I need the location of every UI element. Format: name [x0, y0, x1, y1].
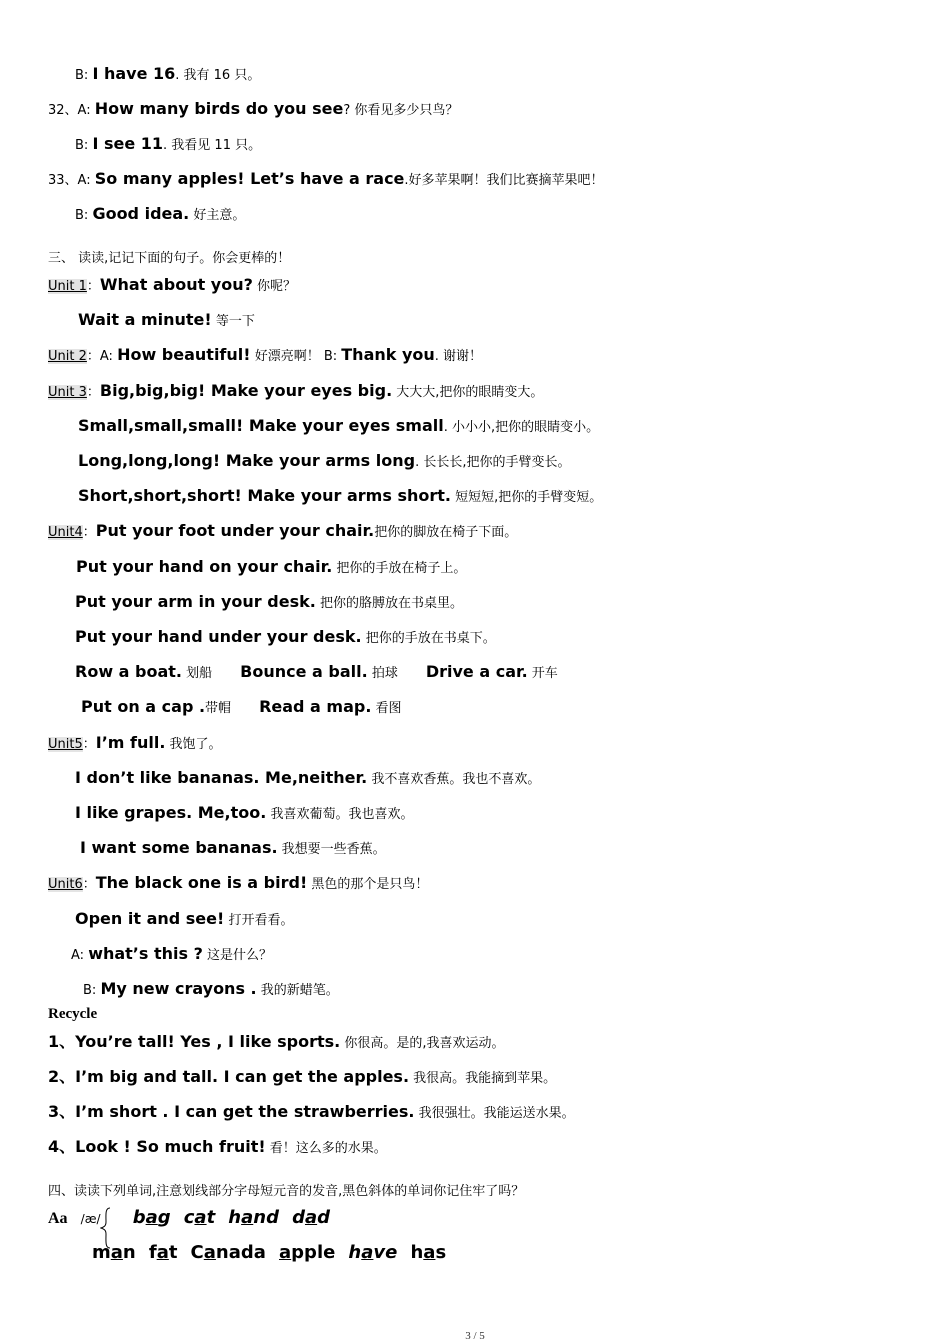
speaker-prefix: 33、A:: [48, 173, 95, 188]
english-sentence: I have 16: [92, 64, 176, 83]
section3-heading: 三、 读读,记记下面的句子。你会更棒的！: [48, 251, 291, 266]
unit-label: Unit6: [48, 877, 83, 892]
word-fat: fat: [148, 1242, 178, 1263]
english-sentence: 4、Look ! So much fruit!: [48, 1137, 266, 1156]
chinese-translation: 打开看看。: [224, 913, 294, 928]
chinese-translation: 把你的脚放在椅子下面。: [374, 525, 518, 540]
unit2-line: [48, 347, 482, 363]
unit6-line-3: [71, 946, 272, 962]
chinese-translation: .好多苹果啊！我们比赛摘苹果吧！: [404, 173, 604, 188]
unit1-line: [48, 277, 296, 293]
speaker-prefix: B:: [83, 983, 101, 998]
dialog-line-5: [75, 206, 245, 222]
chinese-translation: ? 你看见多少只鸟？: [343, 103, 459, 118]
unit4-line-4: [75, 629, 496, 645]
english-sentence: Read a map.: [259, 697, 372, 716]
english-sentence: Row a boat.: [75, 662, 182, 681]
english-sentence: My new crayons .: [100, 979, 257, 998]
unit6-line-2: [75, 911, 293, 927]
unit5-line-2: [75, 770, 540, 786]
english-sentence: Put your hand on your chair.: [76, 557, 333, 576]
word-dad: dad: [292, 1207, 330, 1228]
english-sentence: Drive a car.: [425, 662, 528, 681]
chinese-translation: 你很高。是的,我喜欢运动。: [340, 1036, 505, 1051]
english-sentence: I want some bananas.: [80, 838, 278, 857]
english-sentence: Open it and see!: [75, 909, 225, 928]
dialog-line-3: [75, 136, 261, 152]
chinese-translation: 大大大,把你的眼睛变大。: [392, 385, 544, 400]
word-cat: cat: [183, 1207, 216, 1228]
unit4-line-2: [76, 559, 466, 575]
english-sentence: Thank you: [341, 345, 435, 364]
english-sentence: 2、I’m big and tall. I can get the apples.: [48, 1067, 410, 1086]
english-sentence: Small,small,small! Make your eyes small: [78, 416, 444, 435]
chinese-translation: 你呢？: [252, 279, 297, 294]
chinese-translation: 好漂亮啊！: [250, 349, 324, 364]
unit5-line-4: [80, 840, 386, 856]
chinese-translation: 我想要一些香蕉。: [277, 842, 386, 857]
speaker-prefix: B:: [323, 349, 342, 364]
word-man: man: [92, 1242, 136, 1263]
unit3-line: [48, 383, 543, 399]
english-sentence: Put on a cap .: [81, 697, 206, 716]
speaker-prefix: B:: [75, 68, 93, 83]
chinese-translation: 我很强壮。我能运送水果。: [414, 1106, 575, 1121]
english-sentence: what’s this ?: [88, 944, 203, 963]
chinese-translation: . 谢谢！: [434, 349, 483, 364]
english-sentence: How many birds do you see: [94, 99, 344, 118]
chinese-translation: 黑色的那个是只鸟！: [307, 877, 429, 892]
separator: ：: [86, 385, 100, 400]
english-sentence: Wait a minute!: [78, 310, 212, 329]
unit-label: Unit 3: [48, 385, 87, 400]
chinese-translation: 把你的手放在书桌下。: [361, 631, 496, 646]
unit-label: Unit5: [48, 737, 83, 752]
english-sentence: 3、I’m short . I can get the strawberries.: [48, 1102, 415, 1121]
chinese-translation: 把你的胳膊放在书桌里。: [315, 596, 463, 611]
english-sentence: The black one is a bird!: [95, 873, 308, 892]
chinese-translation: 短短短,把你的手臂变短。: [450, 490, 603, 505]
unit-label: Unit4: [48, 525, 83, 540]
english-sentence: Put your foot under your chair.: [95, 521, 375, 540]
speaker-prefix: A:: [71, 948, 89, 963]
english-sentence: 1、You’re tall! Yes , I like sports.: [48, 1032, 341, 1051]
english-sentence: Big,big,big! Make your eyes big.: [99, 381, 393, 400]
unit6-line: [48, 875, 428, 891]
english-sentence: Short,short,short! Make your arms short.: [78, 486, 451, 505]
english-sentence: Put your hand under your desk.: [75, 627, 362, 646]
recycle-item-1: [48, 1034, 505, 1050]
word-canada: Canada: [190, 1242, 266, 1263]
unit4-actions-row-2: [81, 699, 402, 715]
unit3-line-4: [78, 488, 602, 504]
unit5-line-3: [75, 805, 413, 821]
unit-label: Unit 2: [48, 349, 87, 364]
english-sentence: What about you?: [99, 275, 253, 294]
speaker-prefix: B:: [75, 138, 93, 153]
chinese-translation: 把你的手放在椅子上。: [332, 561, 467, 576]
english-sentence: I like grapes. Me,too.: [75, 803, 267, 822]
recycle-heading: Recycle: [48, 1006, 98, 1022]
chinese-translation: 好主意。: [189, 208, 246, 223]
separator: ：: [82, 525, 96, 540]
separator: ：A:: [86, 349, 118, 364]
english-sentence: Long,long,long! Make your arms long: [78, 451, 416, 470]
unit6-line-4: [83, 981, 339, 997]
english-sentence: Good idea.: [92, 204, 190, 223]
english-sentence: Put your arm in your desk.: [75, 592, 316, 611]
dialog-line-2: [48, 101, 458, 117]
chinese-translation: 我很高。我能摘到苹果。: [409, 1071, 557, 1086]
unit-label: Unit 1: [48, 279, 87, 294]
chinese-translation: 我喜欢葡萄。我也喜欢。: [266, 807, 414, 822]
chinese-translation: 我饱了。: [165, 737, 222, 752]
separator: ：: [82, 877, 96, 892]
chinese-translation: . 长长长,把你的手臂变长。: [415, 455, 571, 470]
recycle-item-4: [48, 1139, 387, 1155]
chinese-translation: 拍球: [367, 666, 398, 681]
speaker-prefix: B:: [75, 208, 93, 223]
word-hand: hand: [228, 1207, 279, 1228]
unit3-line-3: [78, 453, 571, 469]
chinese-translation: 开车: [527, 666, 558, 681]
letter-label: Aa: [48, 1210, 68, 1227]
chinese-translation: 带帽: [205, 701, 232, 716]
word-apple: apple: [279, 1242, 336, 1263]
chinese-translation: 看！这么多的水果。: [265, 1141, 387, 1156]
chinese-translation: . 小小小,把你的眼睛变小。: [443, 420, 600, 435]
english-sentence: How beautiful!: [117, 345, 251, 364]
unit5-line: [48, 735, 222, 751]
english-sentence: I’m full.: [95, 733, 166, 752]
phonics-row-2: [92, 1244, 446, 1262]
unit4-line: [48, 523, 517, 539]
chinese-translation: 等一下: [211, 314, 255, 329]
phonetic-symbol: /æ/: [80, 1212, 101, 1226]
page-number: 3 / 5: [465, 1330, 485, 1342]
phonics-row-1: [48, 1209, 330, 1227]
dialog-line-1: [75, 66, 260, 82]
word-bag: bag: [132, 1207, 171, 1228]
chinese-translation: . 我看见 11 只。: [163, 138, 262, 153]
chinese-translation: 我的新蜡笔。: [256, 983, 339, 998]
speaker-prefix: 32、A:: [48, 103, 95, 118]
unit4-actions-row-1: [75, 664, 558, 680]
separator: ：: [86, 279, 100, 294]
chinese-translation: 看图: [371, 701, 402, 716]
section4-heading: 四、读读下列单词,注意划线部分字母短元音的发音,黑色斜体的单词你记住牢了吗？: [48, 1184, 525, 1199]
english-sentence: Bounce a ball.: [240, 662, 368, 681]
chinese-translation: 划船: [182, 666, 213, 681]
dialog-line-4: [48, 171, 604, 187]
chinese-translation: 我不喜欢香蕉。我也不喜欢。: [367, 772, 541, 787]
chinese-translation: 这是什么？: [202, 948, 273, 963]
english-sentence: So many apples! Let’s have a race: [94, 169, 405, 188]
unit3-line-2: [78, 418, 599, 434]
english-sentence: I see 11: [92, 134, 164, 153]
chinese-translation: . 我有 16 只。: [175, 68, 261, 83]
separator: ：: [82, 737, 96, 752]
recycle-item-3: [48, 1104, 575, 1120]
unit4-line-3: [75, 594, 463, 610]
word-have: have: [348, 1242, 398, 1263]
word-has: has: [410, 1242, 447, 1263]
unit1-line-2: [78, 312, 255, 328]
english-sentence: I don’t like bananas. Me,neither.: [75, 768, 368, 787]
recycle-item-2: [48, 1069, 556, 1085]
